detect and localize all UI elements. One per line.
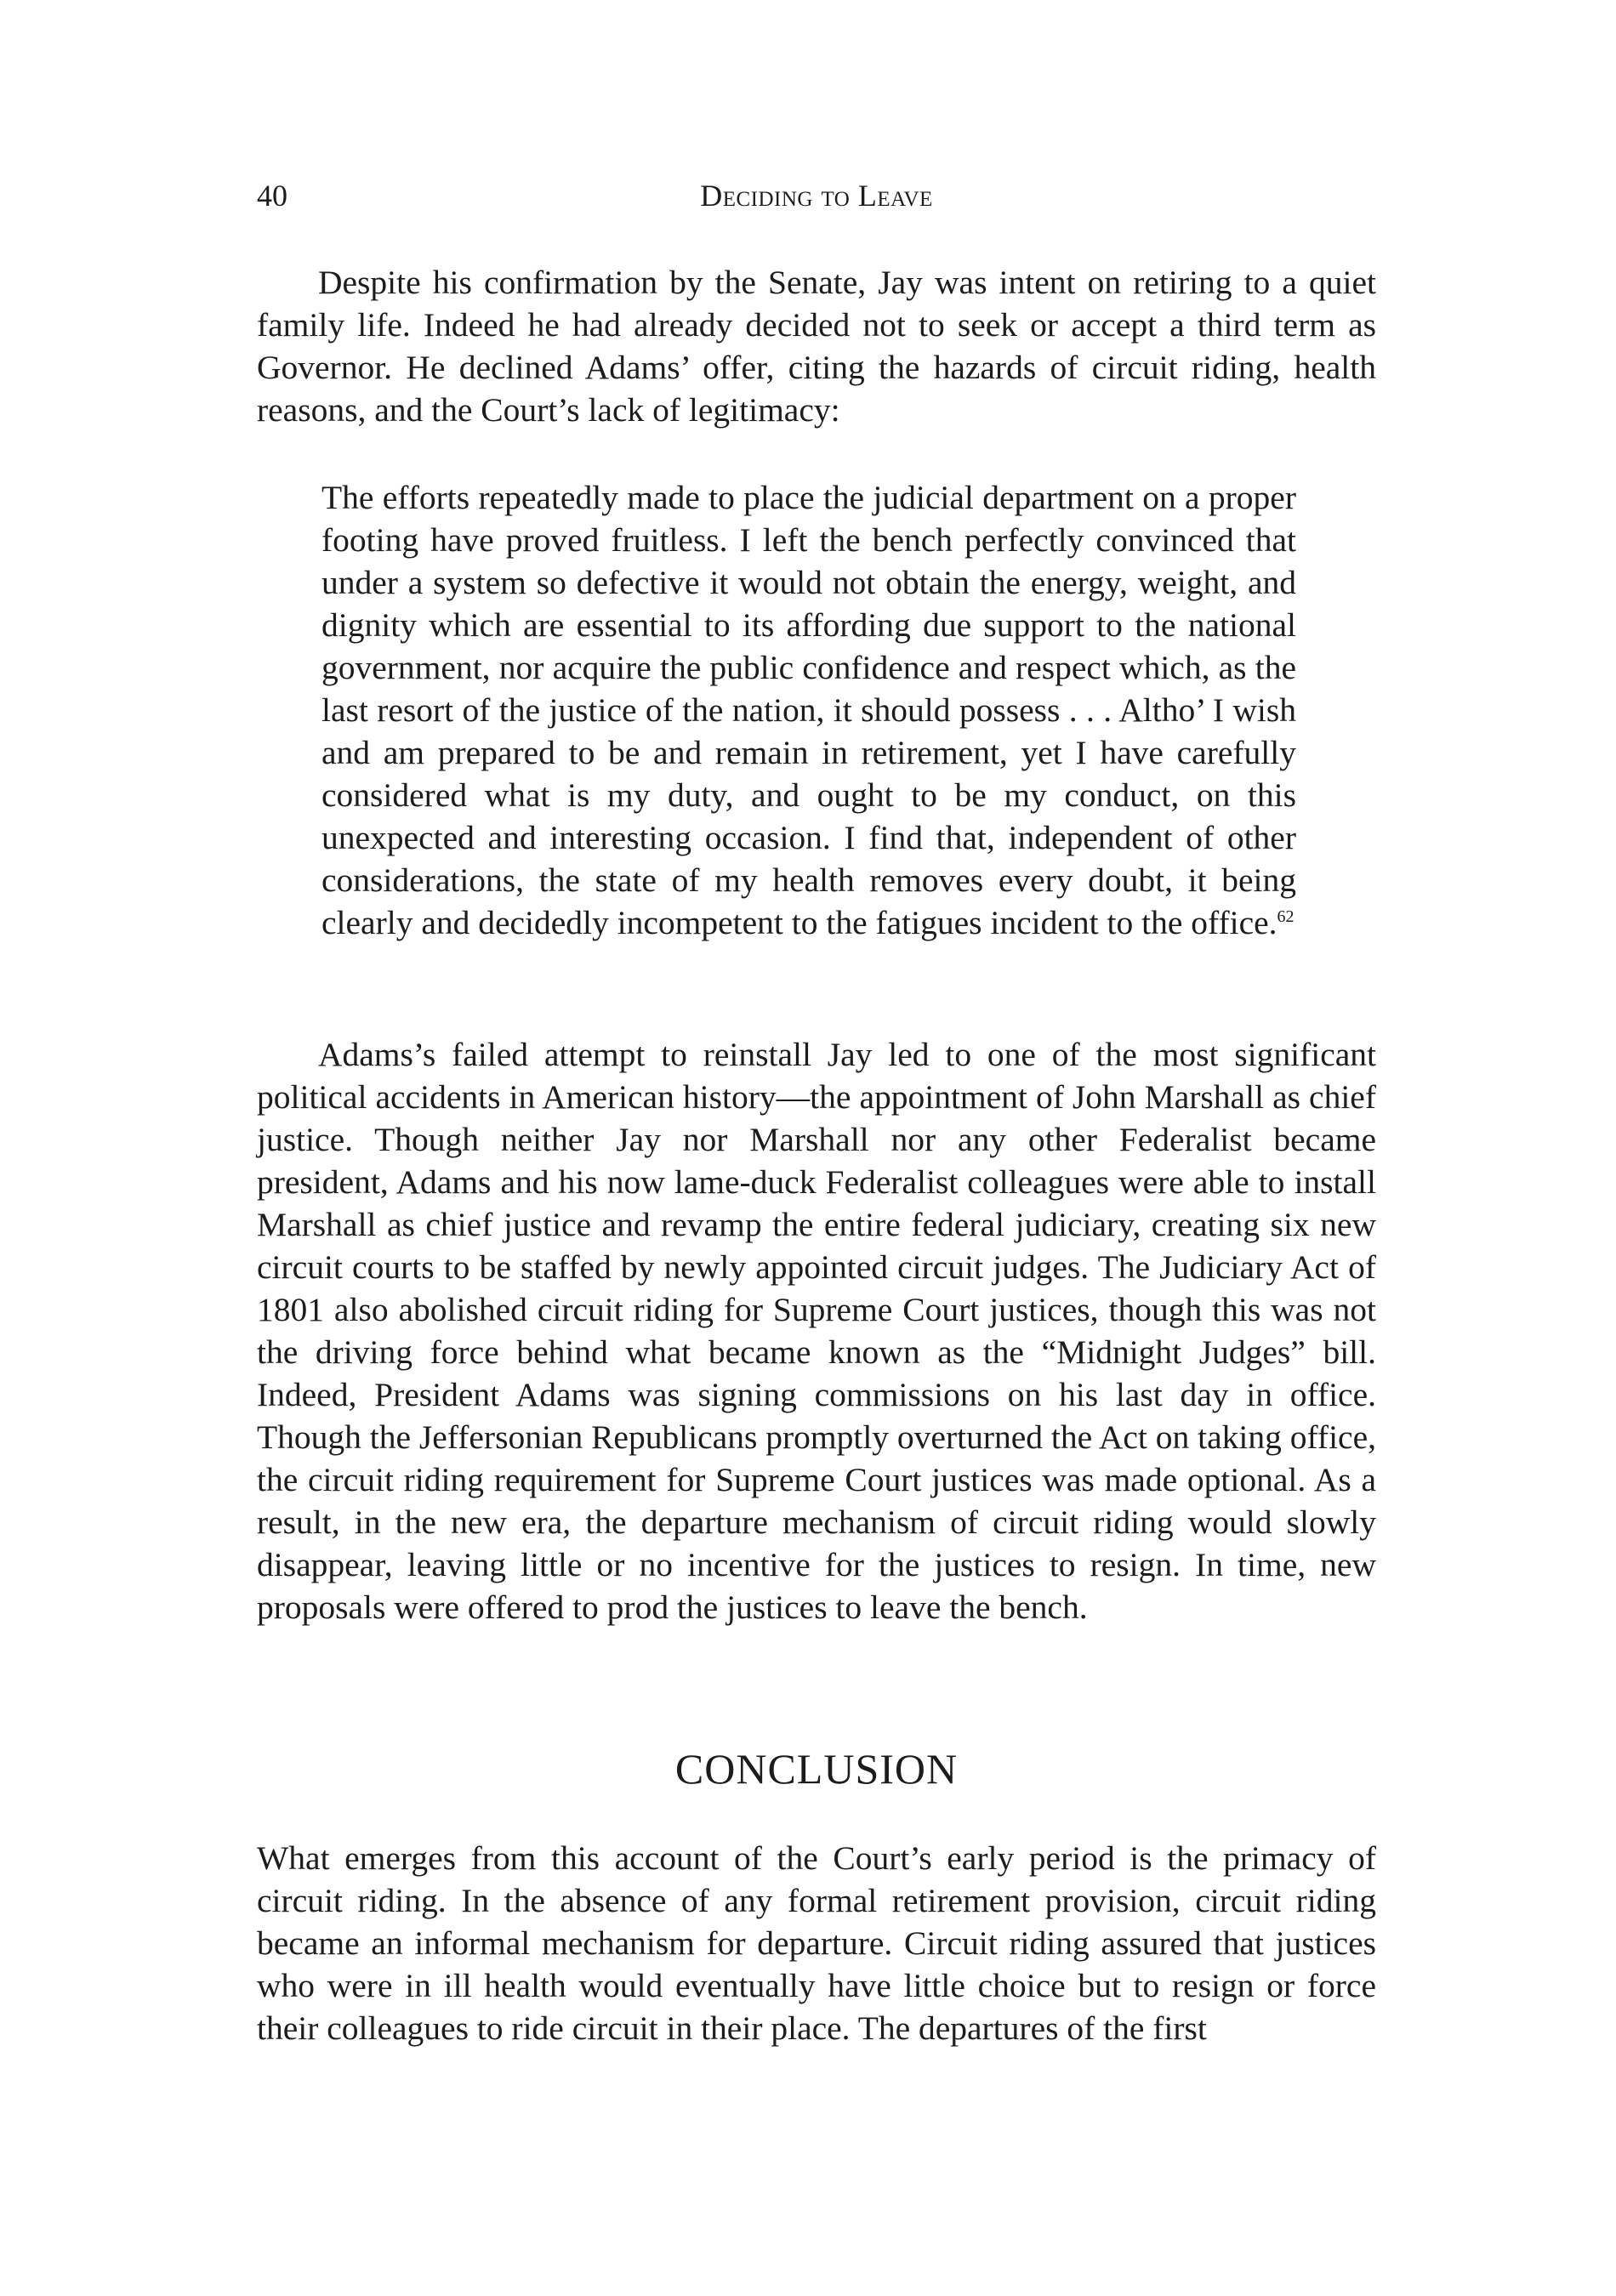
- body-paragraph-2: [257, 1033, 1376, 1628]
- chapter-title: Deciding to Leave: [700, 179, 933, 213]
- footnote-reference[interactable]: 62: [1277, 906, 1295, 926]
- section-heading: CONCLUSION: [674, 1745, 959, 1793]
- paragraph-text: What emerges from this account of the Court’s early period is the primacy of circuit riding. In the absence of any formal retirement provision, circuit riding became an informal mechanism for departure. Circuit riding assured that justices who were in ill health would eventually have little choice but to resign or force their colleagues to ride circuit in their place. The departures of the first: [257, 1839, 1376, 2047]
- body-paragraph-3: [257, 1837, 1376, 2049]
- block-quote-text: The efforts repeatedly made to place the judicial department on a proper footing have proved fruitless. I left the bench perfectly convinced that under a system so defective it would not obtain the energy, weight, and dignity which are essential to its affording due support to the national government, nor acquire the public confidence and respect which, as the last resort of the justice of the nation, it should possess . . . Altho’ I wish and am prepared to be and remain in retirement, yet I have carefully considered what is my duty, and ought to be my conduct, on this unexpected and interesting occasion. I find that, independent of other considerations, the state of my health removes every doubt, it being clearly and decidedly incompetent to the fatigues incident to the office.: [321, 479, 1296, 941]
- page-number: 40: [257, 179, 287, 213]
- block-quote-paragraph: [321, 476, 1296, 944]
- running-head: [257, 174, 1376, 217]
- paragraph-text: Despite his confirmation by the Senate, Jay was intent on retiring to a quiet family life. Indeed he had already decided not to seek or accept a third term as Governor. He declined Adams’ offer, citing the hazards of circuit riding, health reasons, and the Court’s lack of legitimacy:: [257, 264, 1376, 429]
- body-paragraph-1: [257, 261, 1376, 431]
- block-quote: [321, 476, 1296, 944]
- paragraph-text: Adams’s failed attempt to reinstall Jay led to one of the most significant political accidents in American history—the appointment of John Marshall as chief justice. Though neither Jay nor Marshall nor any other Federalist became president, Adams and his now lame-duck Federalist colleagues were able to install Marshall as chief justice and revamp the entire federal judiciary, creating six new circuit courts to be staffed by newly appointed circuit judges. The Judiciary Act of 1801 also abolished circuit riding for Supreme Court justices, though this was not the driving force behind what became known as the “Midnight Judges” bill. Indeed, President Adams was signing commissions on his last day in office. Though the Jeffersonian Republicans promptly overturned the Act on taking office, the circuit riding requirement for Supreme Court justices was made optional. As a result, in the new era, the departure mechanism of circuit riding would slowly disappear, leaving little or no incentive for the justices to resign. In time, new proposals were offered to prod the justices to leave the bench.: [257, 1036, 1376, 1626]
